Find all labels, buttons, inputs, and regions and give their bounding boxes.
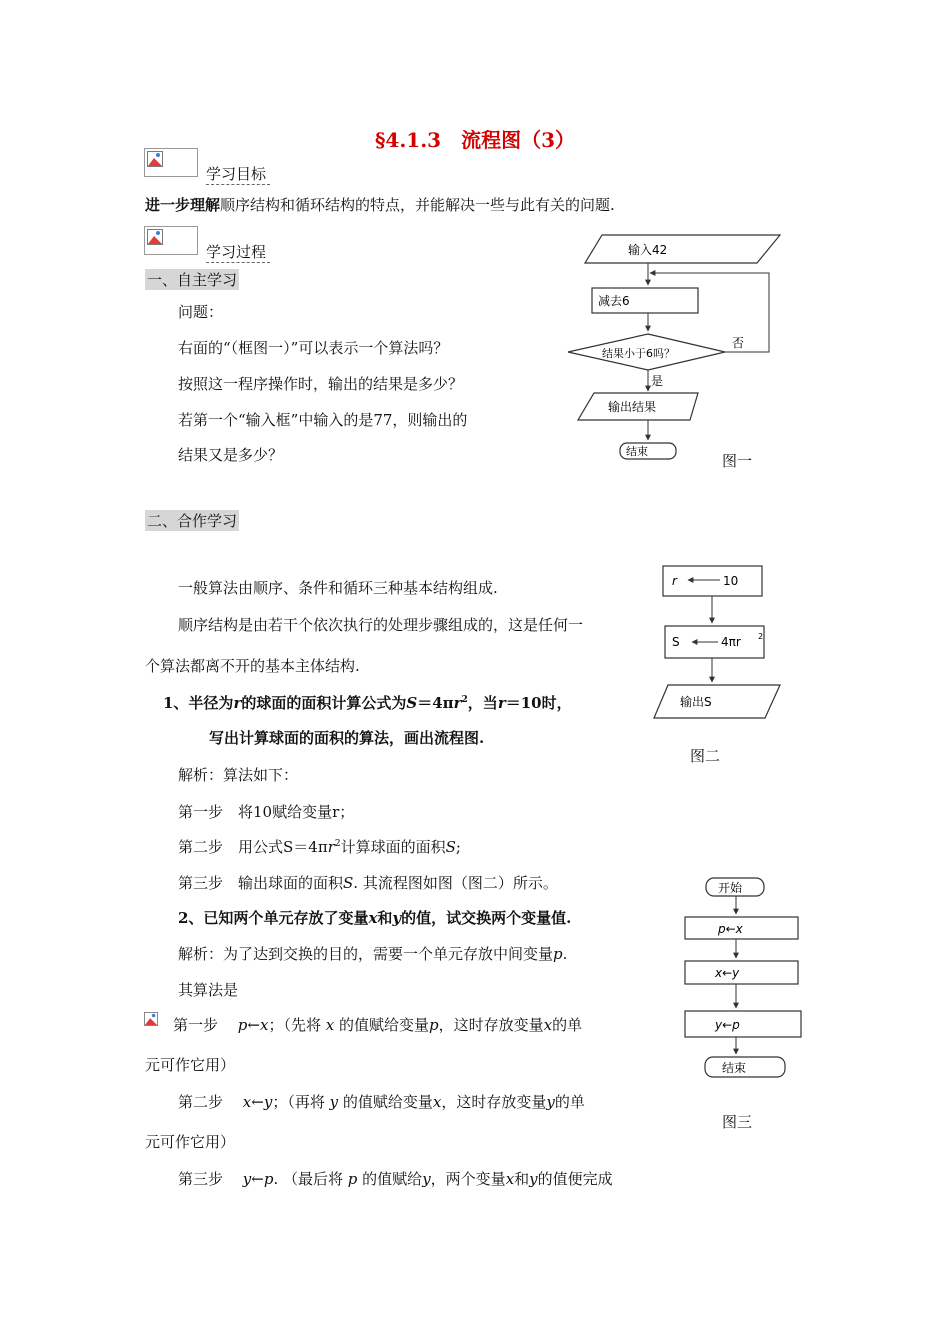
flowchart-figure-1 xyxy=(560,225,790,475)
ex1-analysis: 解析：算法如下： xyxy=(178,766,299,784)
output-s-parallelogram xyxy=(654,685,780,718)
objective-bold: 进一步理解 xyxy=(145,196,221,214)
page-title: §4.1.3 流程图（3） xyxy=(374,128,576,152)
ex2-step1: 第一步 p←x；（先将 x 的值赋给变量p，这时存放变量x的单 xyxy=(173,1016,583,1034)
assign-y-box xyxy=(685,1011,801,1037)
ex2-step1-cont: 元可作它用） xyxy=(145,1056,236,1074)
fig2-r-var: r xyxy=(672,574,677,588)
ex2-line1: 2、已知两个单元存放了变量x和y的值，试交换两个变量值. xyxy=(178,909,572,927)
part2-heading: 二、合作学习 xyxy=(147,512,238,530)
ex1-line1: 1、半径为r的球面的面积计算公式为$S=4\pi r^2$，当r＝10时， xyxy=(163,694,572,712)
input-parallelogram xyxy=(585,235,780,263)
fig2-s-var: S xyxy=(672,635,680,649)
objective-rest: 顺序结构和循环结构的特点，并能解决一些与此有关的问题. xyxy=(220,196,615,214)
fig2-s-sup: 2 xyxy=(758,632,764,641)
objectives-heading: 学习目标 xyxy=(206,163,270,185)
part2-paragraph-2a: 顺序结构是由若干个依次执行的处理步骤组成的，这是任何一 xyxy=(178,616,584,634)
flowchart-figure-3 xyxy=(678,872,808,1087)
broken-image-icon xyxy=(144,226,198,255)
ex2-step2-cont: 元可作它用） xyxy=(145,1133,236,1151)
fig3-b1-label: p←x xyxy=(718,922,743,936)
part2-paragraph-2b: 个算法都离不开的基本主体结构. xyxy=(145,657,360,675)
fig3-caption: 图三 xyxy=(722,1113,753,1131)
assign-r-box xyxy=(663,566,762,596)
part1-line: 右面的“（框图一）”可以表示一个算法吗？ xyxy=(178,339,449,357)
fig2-s-expr: 4πr xyxy=(721,635,741,649)
ex2-analysis: 解析：为了达到交换的目的，需要一个单元存放中间变量p. xyxy=(178,945,568,963)
fig1-no-label: 否 xyxy=(732,336,745,350)
broken-image-icon xyxy=(144,1011,158,1027)
part1-line: 按照这一程序操作时，输出的结果是多少？ xyxy=(178,375,464,393)
process-heading: 学习过程 xyxy=(206,241,270,263)
ex2-step2: 第二步 x←y；（再将 y 的值赋给变量x，这时存放变量y的单 xyxy=(178,1093,585,1111)
ex1-step2: 第二步 用公式$S=4\pi r^2$计算球面的面积S; xyxy=(178,838,461,856)
part1-line: 问题： xyxy=(178,303,224,321)
fig2-output-label: 输出S xyxy=(680,695,712,709)
fig3-start-label: 开始 xyxy=(718,881,743,895)
part1-line: 结果又是多少？ xyxy=(178,446,284,464)
ex1-line2: 写出计算球面的面积的算法，画出流程图. xyxy=(209,729,485,747)
fig1-caption: 图一 xyxy=(722,452,753,470)
fig1-decision-label: 结果小于6吗？ xyxy=(602,347,675,360)
ex1-step3: 第三步 输出球面的面积S. 其流程图如图（图二）所示。 xyxy=(178,874,558,892)
ex2-algo-intro: 其算法是 xyxy=(178,981,239,999)
fig2-r-val: 10 xyxy=(723,574,739,588)
fig1-subtract-label: 减去6 xyxy=(598,294,630,308)
ex1-step1: 第一步 将10赋给变量r； xyxy=(178,803,355,821)
fig1-output-label: 输出结果 xyxy=(608,400,657,414)
flowchart-figure-2 xyxy=(650,560,785,725)
broken-image-icon xyxy=(144,148,198,177)
objective-text xyxy=(145,194,615,215)
part1-line: 若第一个“输入框”中输入的是77，则输出的 xyxy=(178,411,468,429)
assign-x-box xyxy=(685,961,798,984)
part1-heading: 一、自主学习 xyxy=(147,271,238,289)
fig3-end-label: 结束 xyxy=(722,1061,747,1075)
fig3-b3-label: y←p xyxy=(715,1018,740,1032)
fig2-caption: 图二 xyxy=(690,747,721,765)
fig1-input-label: 输入42 xyxy=(628,243,668,257)
fig3-b2-label: x←y xyxy=(715,966,740,980)
fig1-yes-label: 是 xyxy=(651,374,664,388)
fig1-end-label: 结束 xyxy=(626,445,648,458)
part2-paragraph-1: 一般算法由顺序、条件和循环三种基本结构组成. xyxy=(178,579,498,597)
ex2-step3: 第三步 y←p. （最后将 p 的值赋给y，两个变量x和y的值便完成 xyxy=(178,1170,613,1188)
